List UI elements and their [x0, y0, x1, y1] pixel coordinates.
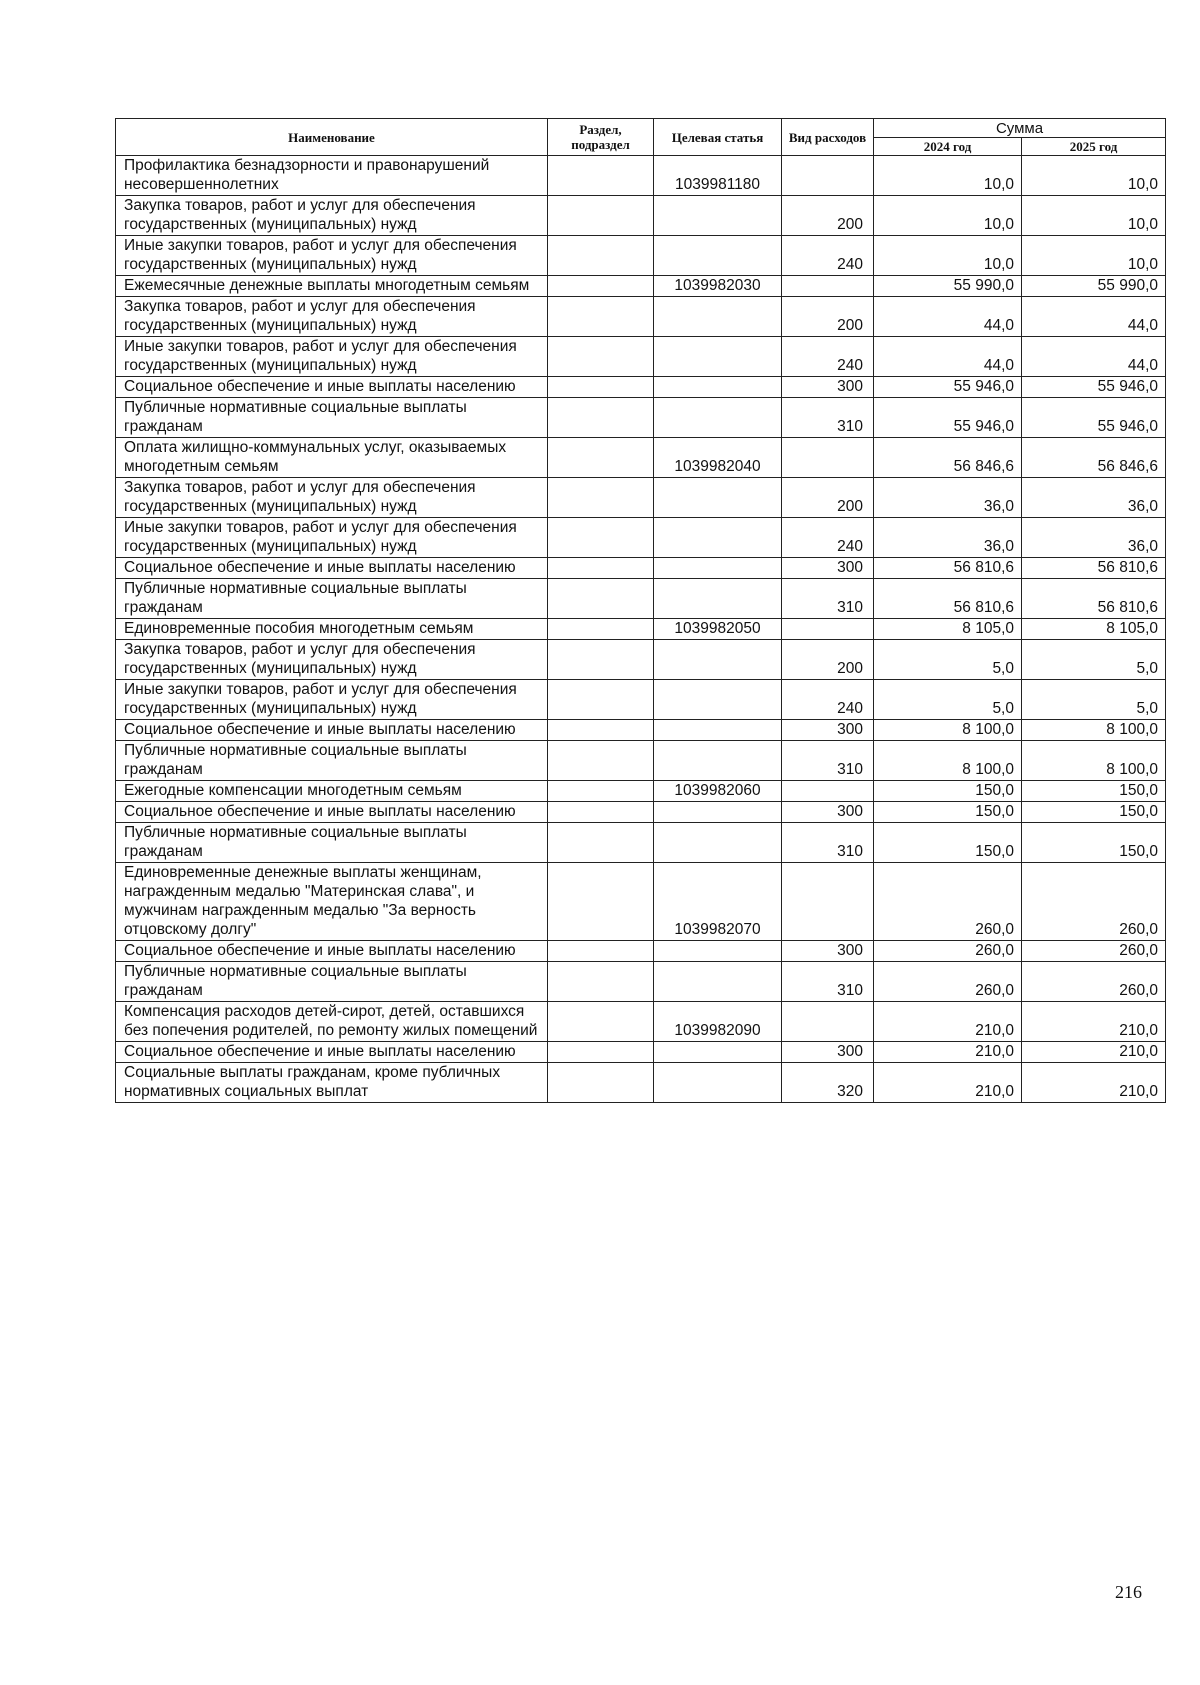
- row-name: Публичные нормативные социальные выплаты гражданам: [116, 741, 548, 781]
- row-type: [782, 438, 874, 478]
- table-row: [116, 941, 1166, 962]
- table-row: [116, 720, 1166, 741]
- table-row: [116, 1002, 1166, 1042]
- row-target: [654, 962, 782, 1002]
- row-section: [548, 297, 654, 337]
- row-target: [654, 558, 782, 579]
- row-name: Социальное обеспечение и иные выплаты населению: [116, 720, 548, 741]
- header-sum: Сумма: [874, 119, 1166, 138]
- row-target: [654, 720, 782, 741]
- row-sum-2024: 10,0: [874, 236, 1022, 276]
- row-name: Социальные выплаты гражданам, кроме публичных нормативных социальных выплат: [116, 1063, 548, 1103]
- row-sum-2024: 210,0: [874, 1002, 1022, 1042]
- row-sum-2024: 210,0: [874, 1042, 1022, 1063]
- row-sum-2024: 210,0: [874, 1063, 1022, 1103]
- row-sum-2025: 210,0: [1022, 1063, 1166, 1103]
- row-name: Закупка товаров, работ и услуг для обеспечения государственных (муниципальных) нужд: [116, 478, 548, 518]
- row-section: [548, 741, 654, 781]
- row-target: [654, 741, 782, 781]
- row-sum-2025: 36,0: [1022, 478, 1166, 518]
- row-target: [654, 377, 782, 398]
- table-row: [116, 823, 1166, 863]
- table-row: [116, 741, 1166, 781]
- row-name: Иные закупки товаров, работ и услуг для обеспечения государственных (муниципальных) нужд: [116, 680, 548, 720]
- row-target: 1039982050: [654, 619, 782, 640]
- row-name: Социальное обеспечение и иные выплаты населению: [116, 1042, 548, 1063]
- row-section: [548, 438, 654, 478]
- row-type: 300: [782, 1042, 874, 1063]
- row-target: [654, 823, 782, 863]
- row-name: Иные закупки товаров, работ и услуг для обеспечения государственных (муниципальных) нужд: [116, 518, 548, 558]
- table-row: [116, 781, 1166, 802]
- row-type: [782, 1002, 874, 1042]
- table-row: [116, 962, 1166, 1002]
- row-target: [654, 802, 782, 823]
- row-sum-2025: 260,0: [1022, 941, 1166, 962]
- row-type: [782, 619, 874, 640]
- header-2025: 2025 год: [1022, 138, 1166, 156]
- row-sum-2025: 5,0: [1022, 640, 1166, 680]
- row-sum-2025: 55 946,0: [1022, 398, 1166, 438]
- row-sum-2025: 210,0: [1022, 1042, 1166, 1063]
- row-target: [654, 640, 782, 680]
- row-section: [548, 156, 654, 196]
- row-name: Профилактика безнадзорности и правонарушений несовершеннолетних: [116, 156, 548, 196]
- row-name: Закупка товаров, работ и услуг для обеспечения государственных (муниципальных) нужд: [116, 297, 548, 337]
- row-sum-2024: 260,0: [874, 962, 1022, 1002]
- row-section: [548, 558, 654, 579]
- row-section: [548, 962, 654, 1002]
- row-target: 1039982090: [654, 1002, 782, 1042]
- row-name: Единовременные денежные выплаты женщинам, награжденным медалью "Материнская слава", и мужчинам награжденным медалью "За верность отцовскому долгу": [116, 863, 548, 941]
- row-target: [654, 478, 782, 518]
- row-sum-2024: 56 810,6: [874, 579, 1022, 619]
- table-row: [116, 297, 1166, 337]
- row-sum-2025: 10,0: [1022, 156, 1166, 196]
- row-type: 310: [782, 962, 874, 1002]
- row-section: [548, 781, 654, 802]
- row-target: [654, 518, 782, 558]
- row-section: [548, 941, 654, 962]
- row-name: Социальное обеспечение и иные выплаты населению: [116, 941, 548, 962]
- row-type: 300: [782, 558, 874, 579]
- row-sum-2025: 8 105,0: [1022, 619, 1166, 640]
- table-row: [116, 863, 1166, 941]
- row-name: Закупка товаров, работ и услуг для обеспечения государственных (муниципальных) нужд: [116, 640, 548, 680]
- header-type: Вид расходов: [782, 119, 874, 156]
- row-sum-2025: 8 100,0: [1022, 741, 1166, 781]
- row-section: [548, 1063, 654, 1103]
- header-name: Наименование: [116, 119, 548, 156]
- table-row: [116, 337, 1166, 377]
- budget-table: [115, 118, 1166, 1103]
- row-target: [654, 941, 782, 962]
- row-sum-2024: 150,0: [874, 781, 1022, 802]
- row-type: 200: [782, 640, 874, 680]
- row-target: [654, 236, 782, 276]
- header-section: Раздел, подраздел: [548, 119, 654, 156]
- row-sum-2025: 5,0: [1022, 680, 1166, 720]
- row-type: [782, 276, 874, 297]
- row-target: [654, 1042, 782, 1063]
- row-sum-2024: 36,0: [874, 478, 1022, 518]
- row-target: [654, 1063, 782, 1103]
- header-target: Целевая статья: [654, 119, 782, 156]
- table-row: [116, 558, 1166, 579]
- row-sum-2025: 44,0: [1022, 337, 1166, 377]
- row-sum-2024: 55 946,0: [874, 398, 1022, 438]
- row-section: [548, 619, 654, 640]
- row-type: 300: [782, 377, 874, 398]
- row-type: 300: [782, 720, 874, 741]
- table-row: [116, 680, 1166, 720]
- row-name: Иные закупки товаров, работ и услуг для обеспечения государственных (муниципальных) нужд: [116, 337, 548, 377]
- table-row: [116, 640, 1166, 680]
- row-sum-2024: 55 990,0: [874, 276, 1022, 297]
- row-sum-2025: 36,0: [1022, 518, 1166, 558]
- row-type: [782, 781, 874, 802]
- row-section: [548, 518, 654, 558]
- row-type: 300: [782, 802, 874, 823]
- row-target: [654, 297, 782, 337]
- row-name: Публичные нормативные социальные выплаты гражданам: [116, 962, 548, 1002]
- row-target: 1039981180: [654, 156, 782, 196]
- row-sum-2024: 260,0: [874, 863, 1022, 941]
- row-name: Оплата жилищно-коммунальных услуг, оказываемых многодетным семьям: [116, 438, 548, 478]
- row-sum-2024: 150,0: [874, 823, 1022, 863]
- row-sum-2025: 55 946,0: [1022, 377, 1166, 398]
- row-section: [548, 1042, 654, 1063]
- table-row: [116, 579, 1166, 619]
- row-sum-2025: 56 810,6: [1022, 579, 1166, 619]
- row-type: 240: [782, 518, 874, 558]
- row-name: Публичные нормативные социальные выплаты гражданам: [116, 398, 548, 438]
- row-sum-2024: 55 946,0: [874, 377, 1022, 398]
- table-row: [116, 802, 1166, 823]
- row-sum-2025: 150,0: [1022, 781, 1166, 802]
- row-sum-2024: 8 100,0: [874, 741, 1022, 781]
- row-type: [782, 863, 874, 941]
- row-sum-2024: 8 105,0: [874, 619, 1022, 640]
- table-row: [116, 1042, 1166, 1063]
- row-sum-2025: 56 846,6: [1022, 438, 1166, 478]
- table-row: [116, 377, 1166, 398]
- row-sum-2024: 150,0: [874, 802, 1022, 823]
- row-type: 200: [782, 478, 874, 518]
- row-type: 200: [782, 196, 874, 236]
- row-target: [654, 337, 782, 377]
- row-section: [548, 680, 654, 720]
- table-row: [116, 438, 1166, 478]
- table-row: [116, 196, 1166, 236]
- row-target: [654, 680, 782, 720]
- row-sum-2024: 56 846,6: [874, 438, 1022, 478]
- row-sum-2024: 10,0: [874, 156, 1022, 196]
- row-sum-2024: 5,0: [874, 640, 1022, 680]
- row-type: 240: [782, 680, 874, 720]
- row-sum-2024: 5,0: [874, 680, 1022, 720]
- row-target: 1039982070: [654, 863, 782, 941]
- row-sum-2025: 10,0: [1022, 236, 1166, 276]
- row-section: [548, 276, 654, 297]
- row-name: Социальное обеспечение и иные выплаты населению: [116, 377, 548, 398]
- row-name: Закупка товаров, работ и услуг для обеспечения государственных (муниципальных) нужд: [116, 196, 548, 236]
- row-type: 200: [782, 297, 874, 337]
- row-section: [548, 579, 654, 619]
- row-sum-2025: 55 990,0: [1022, 276, 1166, 297]
- row-name: Иные закупки товаров, работ и услуг для обеспечения государственных (муниципальных) нужд: [116, 236, 548, 276]
- row-sum-2025: 56 810,6: [1022, 558, 1166, 579]
- row-sum-2024: 10,0: [874, 196, 1022, 236]
- row-section: [548, 337, 654, 377]
- page-number: 216: [1115, 1582, 1142, 1602]
- row-sum-2025: 10,0: [1022, 196, 1166, 236]
- row-section: [548, 863, 654, 941]
- row-section: [548, 236, 654, 276]
- row-section: [548, 478, 654, 518]
- row-target: [654, 196, 782, 236]
- row-type: 320: [782, 1063, 874, 1103]
- row-name: Ежемесячные денежные выплаты многодетным семьям: [116, 276, 548, 297]
- table-row: [116, 478, 1166, 518]
- row-sum-2025: 260,0: [1022, 863, 1166, 941]
- table-row: [116, 276, 1166, 297]
- row-type: 310: [782, 398, 874, 438]
- row-type: [782, 156, 874, 196]
- table-row: [116, 398, 1166, 438]
- row-section: [548, 1002, 654, 1042]
- row-section: [548, 196, 654, 236]
- row-target: 1039982040: [654, 438, 782, 478]
- row-sum-2025: 210,0: [1022, 1002, 1166, 1042]
- row-sum-2025: 150,0: [1022, 802, 1166, 823]
- row-target: 1039982060: [654, 781, 782, 802]
- row-sum-2025: 150,0: [1022, 823, 1166, 863]
- table-row: [116, 156, 1166, 196]
- row-type: 300: [782, 941, 874, 962]
- row-target: 1039982030: [654, 276, 782, 297]
- row-sum-2024: 8 100,0: [874, 720, 1022, 741]
- row-target: [654, 579, 782, 619]
- row-section: [548, 640, 654, 680]
- row-name: Единовременные пособия многодетным семьям: [116, 619, 548, 640]
- table-row: [116, 518, 1166, 558]
- row-sum-2025: 44,0: [1022, 297, 1166, 337]
- row-sum-2025: 8 100,0: [1022, 720, 1166, 741]
- table-row: [116, 1063, 1166, 1103]
- row-name: Социальное обеспечение и иные выплаты населению: [116, 558, 548, 579]
- row-name: Публичные нормативные социальные выплаты гражданам: [116, 823, 548, 863]
- row-type: 240: [782, 337, 874, 377]
- row-sum-2025: 260,0: [1022, 962, 1166, 1002]
- row-sum-2024: 44,0: [874, 337, 1022, 377]
- row-section: [548, 823, 654, 863]
- row-target: [654, 398, 782, 438]
- row-type: 310: [782, 823, 874, 863]
- row-name: Компенсация расходов детей-сирот, детей, оставшихся без попечения родителей, по ремонту жилых помещений: [116, 1002, 548, 1042]
- table-body: [116, 156, 1166, 1103]
- row-sum-2024: 36,0: [874, 518, 1022, 558]
- row-name: Социальное обеспечение и иные выплаты населению: [116, 802, 548, 823]
- row-type: 240: [782, 236, 874, 276]
- row-sum-2024: 44,0: [874, 297, 1022, 337]
- row-section: [548, 377, 654, 398]
- header-2024: 2024 год: [874, 138, 1022, 156]
- row-section: [548, 720, 654, 741]
- row-sum-2024: 260,0: [874, 941, 1022, 962]
- row-section: [548, 398, 654, 438]
- row-name: Ежегодные компенсации многодетным семьям: [116, 781, 548, 802]
- row-type: 310: [782, 579, 874, 619]
- row-type: 310: [782, 741, 874, 781]
- table-row: [116, 619, 1166, 640]
- row-section: [548, 802, 654, 823]
- row-name: Публичные нормативные социальные выплаты гражданам: [116, 579, 548, 619]
- row-sum-2024: 56 810,6: [874, 558, 1022, 579]
- table-row: [116, 236, 1166, 276]
